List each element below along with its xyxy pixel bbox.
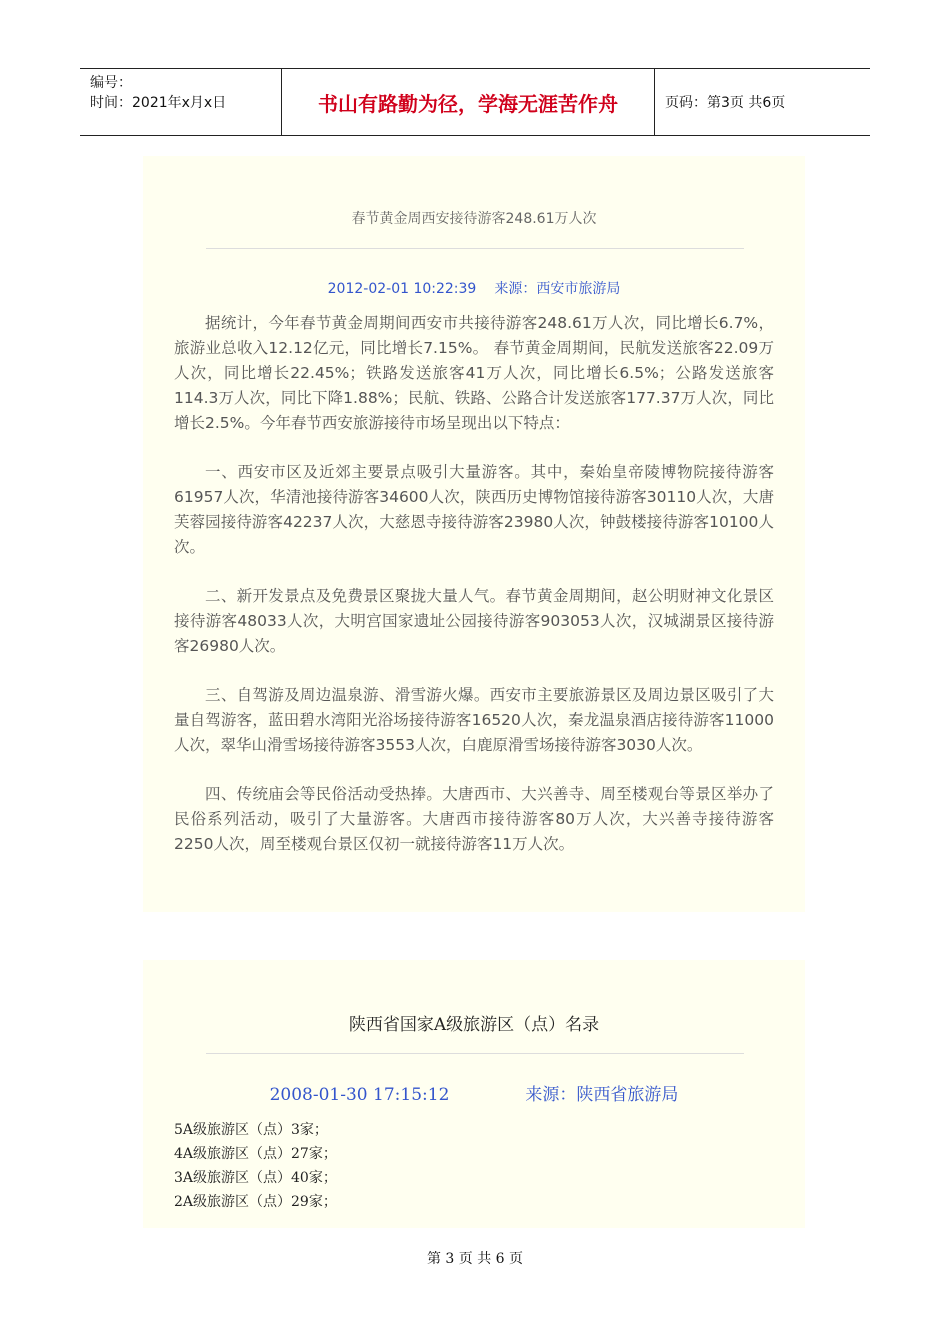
article-1-body [174, 311, 774, 881]
article-1-meta [143, 278, 805, 298]
header-page-code: 页码：第3页 共6页 [665, 95, 786, 111]
article-panel-1 [143, 156, 805, 912]
article-2-divider [206, 1053, 744, 1054]
article-1-source: 来源：西安市旅游局 [494, 281, 621, 297]
list-item: 2A级旅游区（点）29家； [174, 1194, 337, 1210]
article-panel-2 [143, 960, 805, 1228]
header-info-cell [80, 69, 282, 135]
article-1-datetime: 2012-02-01 10:22:39 [327, 281, 477, 297]
document-number-label: 编号： [90, 75, 132, 91]
list-item: 3A级旅游区（点）40家； [174, 1170, 337, 1186]
header-motto: 书山有路勤为径，学海无涯苦作舟 [282, 69, 655, 135]
article-1-title: 春节黄金周西安接待游客248.61万人次 [351, 211, 597, 227]
document-header [80, 68, 870, 136]
article-1-paragraph: 三、自驾游及周边温泉游、滑雪游火爆。西安市主要旅游景区及周边景区吸引了大量自驾游客，蓝田碧水湾阳光浴场接待游客16520人次，秦龙温泉酒店接待游客11000人次，翠华山滑雪场接待游客3553人次，白鹿原滑雪场接待游客3030人次。 [174, 686, 774, 754]
article-1-paragraph: 一、西安市区及近郊主要景点吸引大量游客。其中，秦始皇帝陵博物院接待游客61957人次，华清池接待游客34600人次，陕西历史博物馆接待游客30110人次，大唐芙蓉园接待游客42237人次，大慈恩寺接待游客23980人次，钟鼓楼接待游客10100人次。 [174, 463, 774, 556]
article-2-title: 陕西省国家A级旅游区（点）名录 [348, 1015, 600, 1035]
list-item: 5A级旅游区（点）3家； [174, 1122, 328, 1138]
article-1-divider [206, 248, 744, 249]
list-item: 4A级旅游区（点）27家； [174, 1146, 337, 1162]
article-2-meta [143, 1080, 805, 1105]
article-2-source: 来源：陕西省旅游局 [525, 1085, 679, 1105]
article-1-paragraph: 四、传统庙会等民俗活动受热捧。大唐西市、大兴善寺、周至楼观台等景区举办了民俗系列活动，吸引了大量游客。大唐西市接待游客80万人次，大兴善寺接待游客2250人次，周至楼观台景区仅初一就接待游客11万人次。 [174, 785, 774, 853]
document-time-label: 时间：2021年x月x日 [90, 95, 227, 111]
page-footer: 第 3 页 共 6 页 [426, 1251, 524, 1267]
article-1-paragraph: 二、新开发景点及免费景区聚拢大量人气。春节黄金周期间，赵公明财神文化景区接待游客48033人次，大明宫国家遗址公园接待游客903053人次，汉城湖景区接待游客26980人次。 [174, 587, 774, 655]
article-2-list [174, 1118, 337, 1214]
article-1-paragraph: 据统计，今年春节黄金周期间西安市共接待游客248.61万人次，同比增长6.7%，旅游业总收入12.12亿元，同比增长7.15%。 春节黄金周期间，民航发送旅客22.09万人次，同比增长22.45%；铁路发送旅客41万人次，同比增长6.5%；公路发送旅客114.3万人次，同比下降1.88%；民航、铁路、公路合计发送旅客177.37万人次，同比增长2.5%。今年春节西安旅游接待市场呈现出以下特点： [174, 314, 774, 432]
article-2-datetime: 2008-01-30 17:15:12 [269, 1085, 450, 1105]
